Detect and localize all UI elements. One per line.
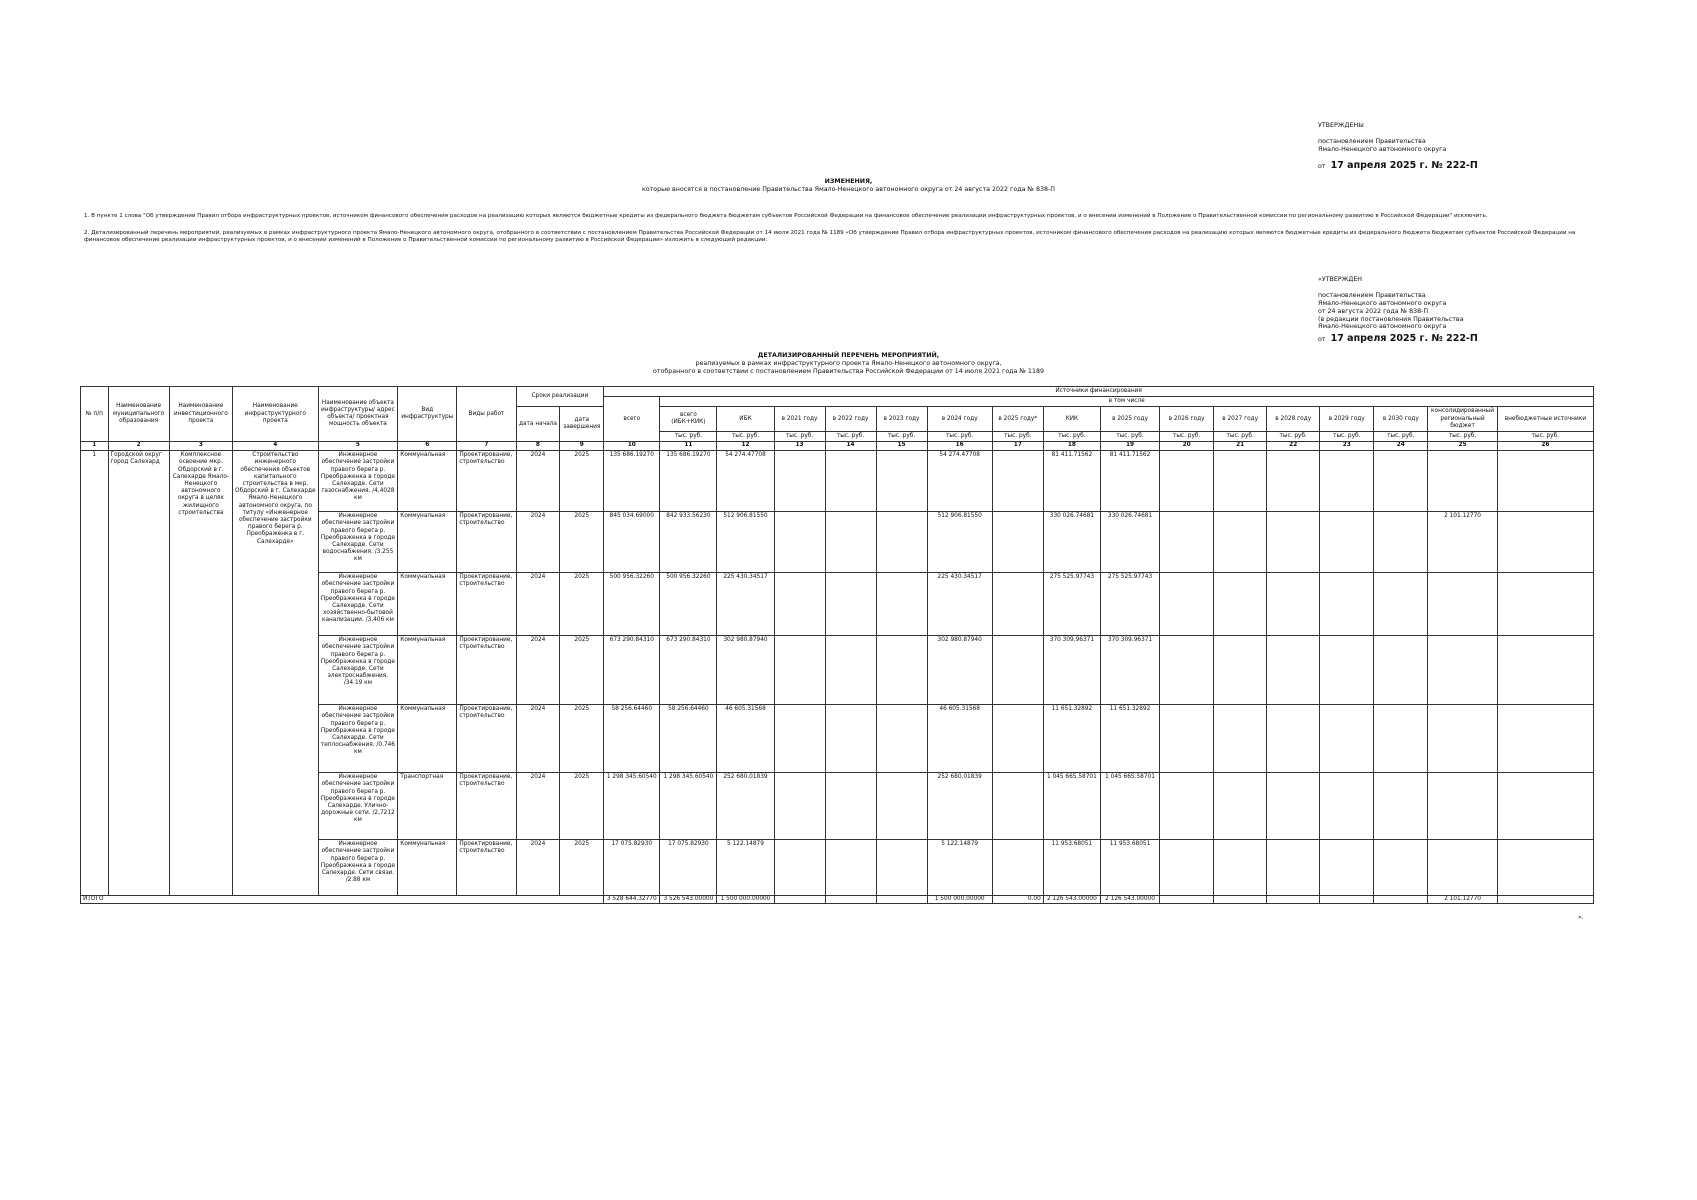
th-infra-project: Наименование инфраструктурного проекта — [232, 387, 318, 442]
totals-y2024: 1 500 000.00000 — [927, 896, 992, 904]
cell-kik: 370 309.96371 — [1043, 636, 1100, 705]
cell-kik2025: 81 411.71562 — [1100, 451, 1159, 512]
unit-cell: тыс. руб. — [1160, 432, 1214, 442]
col-number: 8 — [516, 442, 560, 451]
cell-y2024: 512 906.81550 — [927, 512, 992, 573]
unit-cell: тыс. руб. — [1497, 432, 1593, 442]
approval-top-date-prefix: от — [1318, 163, 1326, 170]
cell-type: Транспортная — [398, 773, 457, 840]
cell-y2025a — [992, 573, 1043, 636]
col-number: 6 — [398, 442, 457, 451]
cell-end: 2025 — [560, 773, 604, 840]
cell-kik: 11 953.68051 — [1043, 840, 1100, 896]
list-title-line1: реализуемых в рамках инфраструктурного проекта Ямало-Ненецкого автономного округа, — [695, 360, 1002, 367]
cell-regional — [1428, 705, 1497, 773]
col-number: 3 — [169, 442, 232, 451]
cell-y2024: 54 274.47708 — [927, 451, 992, 512]
cell-regional: 2 101.12770 — [1428, 512, 1497, 573]
cell-type: Коммунальная — [398, 636, 457, 705]
col-number: 10 — [604, 442, 660, 451]
th-y2025a: в 2025 году* — [992, 407, 1043, 432]
cell-y2025a — [992, 636, 1043, 705]
cell-regional — [1428, 636, 1497, 705]
list-title: ДЕТАЛИЗИРОВАННЫЙ ПЕРЕЧЕНЬ МЕРОПРИЯТИЙ, — [757, 352, 940, 359]
cell-end: 2025 — [560, 512, 604, 573]
totals-ibk: 1 500 000.00000 — [717, 896, 774, 904]
col-number: 15 — [876, 442, 927, 451]
cell-total: 845 034.69000 — [604, 512, 660, 573]
cell-object: Инженерное обеспечение застройки правого берега р. Преображенка в городе Салехарде. Сети электроснабжения. /34.19 км — [318, 636, 398, 705]
cell-kik2025: 275 525.97743 — [1100, 573, 1159, 636]
cell-object: Инженерное обеспечение застройки правого берега р. Преображенка в городе Салехарде. Сети газоснабжения. /4,4028 км — [318, 451, 398, 512]
th-total-ibk-kik: всего (ИБК+КИК) — [660, 407, 717, 432]
approval-top-date-value: 17 апреля 2025 г. № 222-П — [1330, 160, 1478, 171]
cell-y2025a — [992, 773, 1043, 840]
header-row-1 — [81, 387, 1594, 397]
cell-y2024: 46 605.31568 — [927, 705, 992, 773]
th-y2030: в 2030 году — [1374, 407, 1428, 432]
approval-second-date-value: 17 апреля 2025 г. № 222-П — [1330, 333, 1478, 344]
th-y2026: в 2026 году — [1160, 407, 1214, 432]
changes-item-1: 1. В пункте 1 слова "Об утверждении Правил отбора инфраструктурных проектов, источником финансового обеспечения расходов на реализацию которых являются бюджетные кредиты из федерального бюджета бюджетам субъектов Российской Федерации на финансовое обеспечение реализации инфраструктурных проектов, и о внесении изменений в Положение о Правительственной комиссии по региональному развитию в Российской Федерации" исключить. — [84, 213, 1488, 219]
cell-type: Коммунальная — [398, 512, 457, 573]
cell-end: 2025 — [560, 451, 604, 512]
cell-total: 1 298 345.60540 — [604, 773, 660, 840]
cell-work: Проектирование, строительство — [457, 705, 516, 773]
group-infra-project: Строительство инженерного обеспечения объектов капитального строительства в мкр. Обдорский в г. Салехарде Ямало-Ненецкого автономного округа, по титулу «Инженерное обеспечение застройки правого берега р. Преображенка в г. Салехарде» — [232, 451, 318, 896]
changes-item-2: 2. Детализированный перечень мероприятий, реализуемых в рамках инфраструктурного проекта Ямало-Ненецкого автономного округа, отобранного в соответствии с постановлением Правительства Российской Федерации от 14 июля 2021 года № 1189 «Об утверждении Правил отбора инфраструктурных проектов, источником финансового обеспечения расходов на реализацию которых являются бюджетные кредиты из федерального бюджета бюджетам субъектов Российской Федерации на финансовое обеспечение реализации инфраструктурных проектов, и о внесении изменений в Положение о Правительственной комиссии по региональному развитию в Российской Федерации» изложить в следующей редакции: — [84, 230, 1576, 244]
col-number: 14 — [825, 442, 876, 451]
th-work-type: Виды работ — [457, 387, 516, 442]
th-municipality: Наименование муниципального образования — [108, 387, 169, 442]
approval-second-line3: от 24 августа 2022 года № 838-П — [1318, 308, 1429, 315]
unit-cell: тыс. руб. — [992, 432, 1043, 442]
cell-regional — [1428, 573, 1497, 636]
changes-subtitle: которые вносятся в постановление Правительства Ямало-Ненецкого автономного округа от 24 августа 2022 года № 838-П — [641, 186, 1056, 193]
cell-work: Проектирование, строительство — [457, 636, 516, 705]
cell-start: 2024 — [516, 451, 560, 512]
th-start: дата начала — [516, 407, 560, 442]
cell-total-ibk-kik: 1 298 345.60540 — [660, 773, 717, 840]
col-number: 1 — [81, 442, 109, 451]
col-number: 22 — [1267, 442, 1320, 451]
cell-total-ibk-kik: 500 956.32260 — [660, 573, 717, 636]
cell-object: Инженерное обеспечение застройки правого берега р. Преображенка в городе Салехарде. Сети хозяйственно-бытовой канализации. /3,406 км — [318, 573, 398, 636]
cell-total: 673 290.84310 — [604, 636, 660, 705]
totals-total-ibk-kik: 3 526 543.00000 — [660, 896, 717, 904]
cell-y2024: 252 680.01839 — [927, 773, 992, 840]
th-infra-type: Вид инфраструктуры — [398, 387, 457, 442]
cell-ibk: 252 680.01839 — [717, 773, 774, 840]
totals-row — [81, 896, 1594, 904]
cell-object: Инженерное обеспечение застройки правого берега р. Преображенка в городе Салехарде. Улично-дорожные сети. /2,7212 км — [318, 773, 398, 840]
list-title-line2: отобранного в соответствии с постановлением Правительства Российской Федерации от 14 июля 2021 года № 1189 — [653, 368, 1044, 375]
cell-type: Коммунальная — [398, 840, 457, 896]
th-inv-project: Наименование инвестиционного проекта — [169, 387, 232, 442]
cell-ibk: 512 906.81550 — [717, 512, 774, 573]
approval-second-date — [1318, 326, 1478, 345]
approval-second-title: «УТВЕРЖДЕН — [1318, 276, 1363, 283]
cell-kik: 275 525.97743 — [1043, 573, 1100, 636]
unit-cell: тыс. руб. — [1428, 432, 1497, 442]
closing-quote-mark: ». — [1578, 914, 1584, 921]
cell-kik2025: 11 953.68051 — [1100, 840, 1159, 896]
cell-type: Коммунальная — [398, 573, 457, 636]
cell-end: 2025 — [560, 636, 604, 705]
approval-second-date-prefix: от — [1318, 336, 1326, 343]
cell-start: 2024 — [516, 573, 560, 636]
unit-cell: тыс. руб. — [825, 432, 876, 442]
th-ibk: ИБК — [717, 407, 774, 432]
th-y2023: в 2023 году — [876, 407, 927, 432]
cell-total-ibk-kik: 17 075.82930 — [660, 840, 717, 896]
cell-kik2025: 370 309.96371 — [1100, 636, 1159, 705]
cell-regional — [1428, 840, 1497, 896]
th-y2021: в 2021 году — [774, 407, 825, 432]
cell-y2024: 225 430.34517 — [927, 573, 992, 636]
unit-cell: тыс. руб. — [660, 432, 717, 442]
cell-total-ibk-kik: 58 256.64460 — [660, 705, 717, 773]
changes-title: ИЗМЕНЕНИЯ, — [824, 178, 873, 185]
th-y2022: в 2022 году — [825, 407, 876, 432]
measures-table — [80, 386, 1594, 904]
cell-start: 2024 — [516, 512, 560, 573]
cell-work: Проектирование, строительство — [457, 512, 516, 573]
th-sources: Источники финансирования — [604, 387, 1594, 397]
totals-total: 3 528 644.32770 — [604, 896, 660, 904]
cell-object: Инженерное обеспечение застройки правого берега р. Преображенка в городе Салехарде. Сети связи. /2.88 км — [318, 840, 398, 896]
approval-top-line1: постановлением Правительства — [1318, 138, 1426, 145]
col-number: 16 — [927, 442, 992, 451]
col-number: 2 — [108, 442, 169, 451]
cell-end: 2025 — [560, 840, 604, 896]
cell-start: 2024 — [516, 840, 560, 896]
cell-y2025a — [992, 451, 1043, 512]
approval-second-line1: постановлением Правительства — [1318, 292, 1426, 299]
unit-cell: тыс. руб. — [1100, 432, 1159, 442]
approval-top-title: УТВЕРЖДЕНЫ — [1318, 122, 1364, 129]
totals-kik: 2 126 543.00000 — [1043, 896, 1100, 904]
cell-total-ibk-kik: 673 290.84310 — [660, 636, 717, 705]
cell-total: 500 956.32260 — [604, 573, 660, 636]
col-number: 5 — [318, 442, 398, 451]
cell-type: Коммунальная — [398, 705, 457, 773]
cell-object: Инженерное обеспечение застройки правого берега р. Преображенка в городе Салехарде. Сети теплоснабжения. /0.746 км — [318, 705, 398, 773]
unit-cell: тыс. руб. — [876, 432, 927, 442]
cell-regional — [1428, 451, 1497, 512]
col-number: 21 — [1214, 442, 1267, 451]
group-inv-project: Комплексное освоение мкр. Обдорский в г. Салехарде Ямало-Ненецкого автономного округа в целях жилищного строительства — [169, 451, 232, 896]
th-y2028: в 2028 году — [1267, 407, 1320, 432]
col-number: 25 — [1428, 442, 1497, 451]
totals-y2025a: 0.00 — [992, 896, 1043, 904]
unit-cell: тыс. руб. — [1214, 432, 1267, 442]
cell-end: 2025 — [560, 705, 604, 773]
approval-second-line5: Ямало-Ненецкого автономного округа — [1318, 323, 1447, 330]
col-number: 13 — [774, 442, 825, 451]
th-kik: КИК — [1043, 407, 1100, 432]
cell-total: 135 686.19270 — [604, 451, 660, 512]
totals-kik2025: 2 126 543.00000 — [1100, 896, 1159, 904]
unit-cell: тыс. руб. — [774, 432, 825, 442]
cell-work: Проектирование, строительство — [457, 573, 516, 636]
col-number: 20 — [1160, 442, 1214, 451]
unit-cell: тыс. руб. — [927, 432, 992, 442]
cell-kik: 330 026.74681 — [1043, 512, 1100, 573]
cell-ibk: 302 980.87940 — [717, 636, 774, 705]
approval-top-date — [1318, 153, 1478, 172]
totals-label: ИТОГО — [81, 896, 604, 904]
cell-kik: 11 651.32892 — [1043, 705, 1100, 773]
th-regional: консолидированный региональный бюджет — [1428, 407, 1497, 432]
table-row — [81, 451, 1594, 512]
th-y2025: в 2025 году — [1100, 407, 1159, 432]
cell-y2024: 5 122.14879 — [927, 840, 992, 896]
cell-y2025a — [992, 512, 1043, 573]
cell-ibk: 225 430.34517 — [717, 573, 774, 636]
cell-object: Инженерное обеспечение застройки правого берега р. Преображенка в городе Салехарде. Сети водоснабжения. /3.255 км — [318, 512, 398, 573]
cell-ibk: 46 605.31568 — [717, 705, 774, 773]
col-number: 4 — [232, 442, 318, 451]
unit-cell: тыс. руб. — [1374, 432, 1428, 442]
col-number: 12 — [717, 442, 774, 451]
group-num: 1 — [81, 451, 109, 896]
unit-cell: тыс. руб. — [717, 432, 774, 442]
group-municipality: Городской округ город Салехард — [108, 451, 169, 896]
unit-cell: тыс. руб. — [1320, 432, 1374, 442]
column-number-row — [81, 442, 1594, 451]
approval-second-line2: Ямало-Ненецкого автономного округа — [1318, 300, 1447, 307]
col-number: 26 — [1497, 442, 1593, 451]
th-num: № п/п — [81, 387, 109, 442]
th-y2029: в 2029 году — [1320, 407, 1374, 432]
cell-kik2025: 1 045 665.58701 — [1100, 773, 1159, 840]
cell-total-ibk-kik: 135 686.19270 — [660, 451, 717, 512]
th-end: дата завершения — [560, 407, 604, 442]
cell-work: Проектирование, строительство — [457, 451, 516, 512]
cell-work: Проектирование, строительство — [457, 840, 516, 896]
col-number: 9 — [560, 442, 604, 451]
col-number: 19 — [1100, 442, 1159, 451]
cell-regional — [1428, 773, 1497, 840]
totals-regional: 2 101.12770 — [1428, 896, 1497, 904]
cell-start: 2024 — [516, 705, 560, 773]
cell-y2025a — [992, 705, 1043, 773]
col-number: 11 — [660, 442, 717, 451]
col-number: 24 — [1374, 442, 1428, 451]
th-object: Наименование объекта инфраструктуры/ адрес объекта/ проектная мощность объекта — [318, 387, 398, 442]
th-including: в том числе — [660, 397, 1594, 407]
cell-kik2025: 11 651.32892 — [1100, 705, 1159, 773]
cell-end: 2025 — [560, 573, 604, 636]
cell-kik: 1 045 665.58701 — [1043, 773, 1100, 840]
cell-start: 2024 — [516, 636, 560, 705]
approval-second-line4: (в редакции постановления Правительства — [1318, 316, 1464, 323]
approval-top-line2: Ямало-Ненецкого автономного округа — [1318, 146, 1447, 153]
cell-total-ibk-kik: 842 933.56230 — [660, 512, 717, 573]
cell-y2024: 302 980.87940 — [927, 636, 992, 705]
th-y2027: в 2027 году — [1214, 407, 1267, 432]
col-number: 23 — [1320, 442, 1374, 451]
col-number: 18 — [1043, 442, 1100, 451]
th-total: всего — [604, 397, 660, 442]
cell-work: Проектирование, строительство — [457, 773, 516, 840]
th-offbudget: внебюджетные источники — [1497, 407, 1593, 432]
cell-type: Коммунальная — [398, 451, 457, 512]
cell-kik: 81 411.71562 — [1043, 451, 1100, 512]
unit-cell: тыс. руб. — [1267, 432, 1320, 442]
col-number: 7 — [457, 442, 516, 451]
th-terms: Сроки реализации — [516, 387, 604, 407]
cell-y2025a — [992, 840, 1043, 896]
cell-ibk: 54 274.47708 — [717, 451, 774, 512]
cell-kik2025: 330 026.74681 — [1100, 512, 1159, 573]
cell-ibk: 5 122.14879 — [717, 840, 774, 896]
th-y2024: в 2024 году — [927, 407, 992, 432]
cell-total: 58 256.64460 — [604, 705, 660, 773]
unit-cell: тыс. руб. — [1043, 432, 1100, 442]
cell-start: 2024 — [516, 773, 560, 840]
cell-total: 17 075.82930 — [604, 840, 660, 896]
col-number: 17 — [992, 442, 1043, 451]
